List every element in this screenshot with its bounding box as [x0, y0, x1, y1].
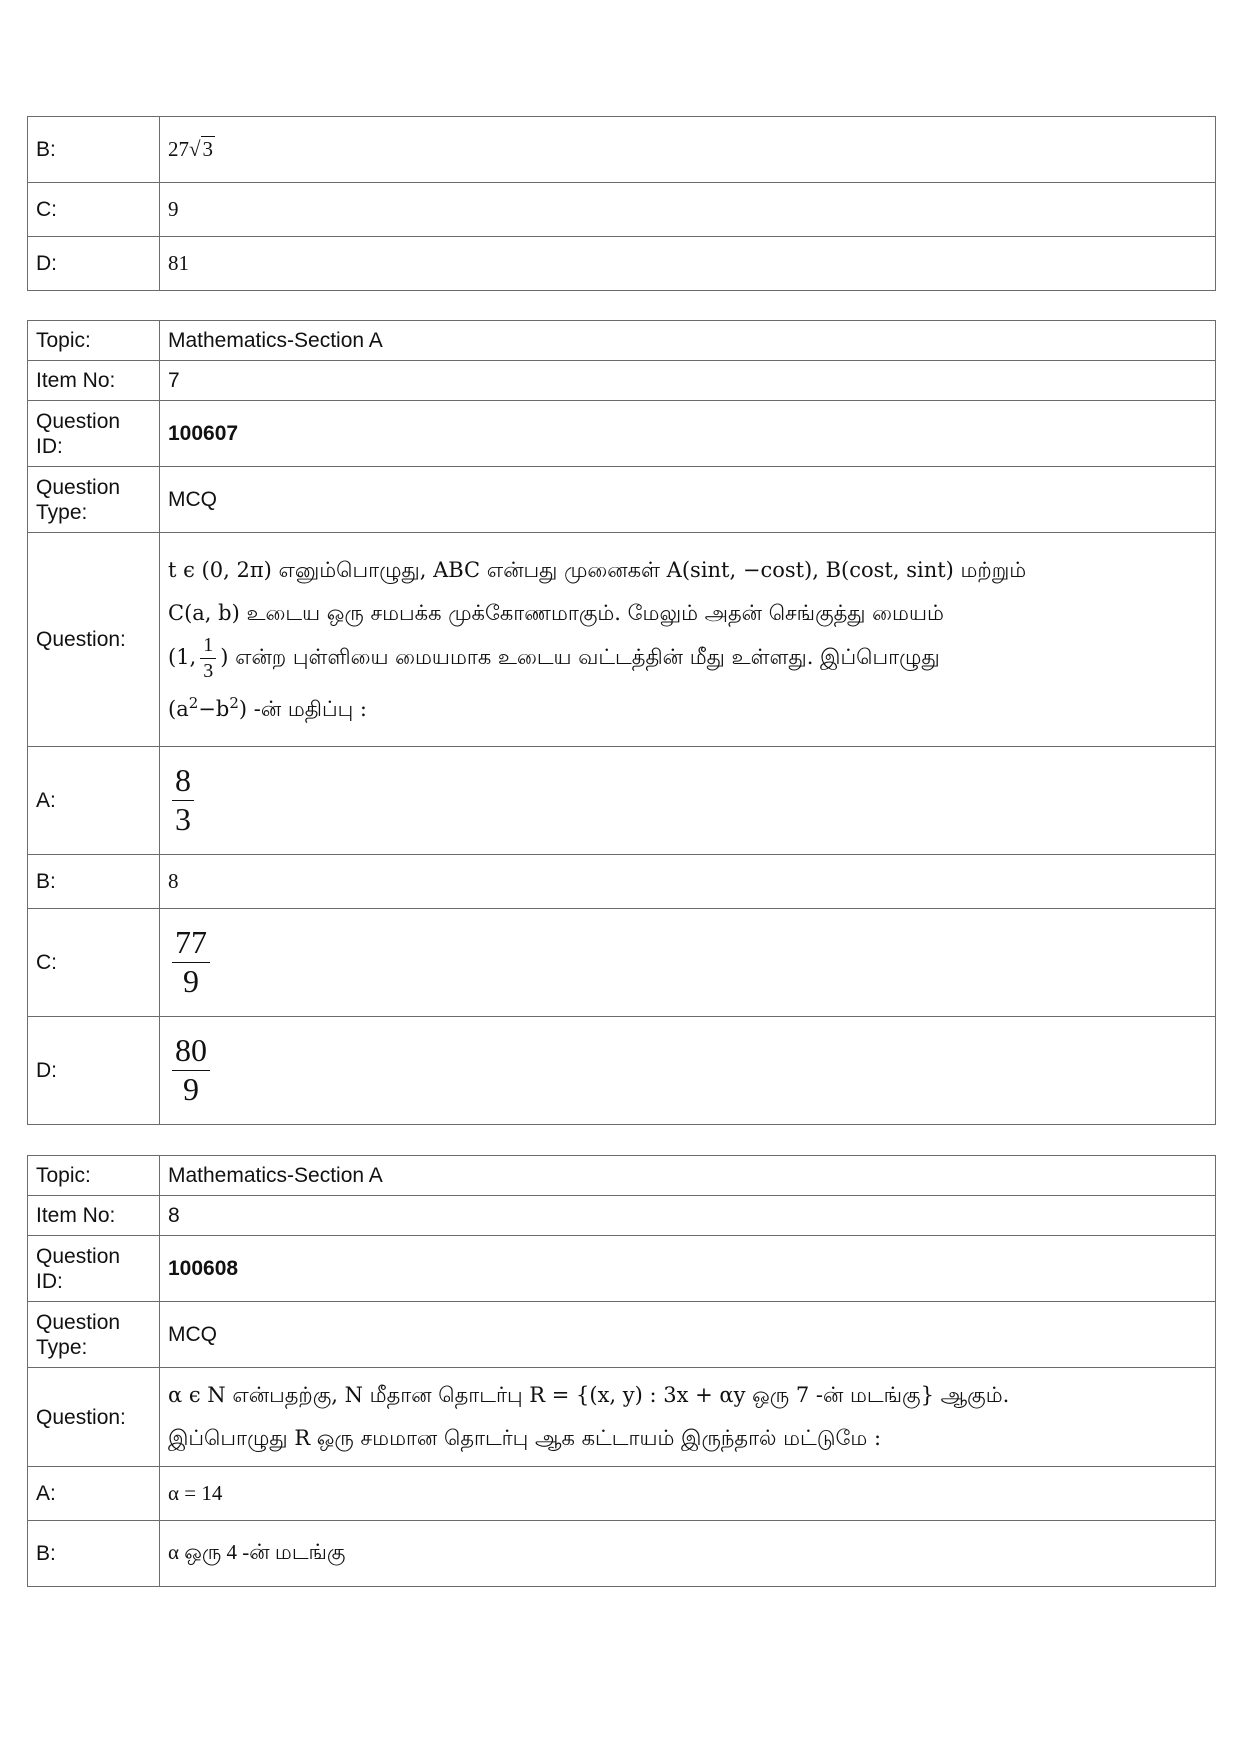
question-line: இப்பொழுது R ஒரு சமமான தொடர்பு ஆக கட்டாயம் இருந்தால் மட்டுமே :: [168, 1426, 882, 1450]
item-no-value: 8: [160, 1196, 1216, 1236]
option-row-b: [28, 855, 1216, 909]
question-line: C(a, b) உடைய ஒரு சமபக்க முக்கோணமாகும். மேலும் அதன் செங்குத்து மையம்: [168, 600, 944, 625]
question-6-options-table: [27, 116, 1216, 291]
option-value: [160, 1017, 1216, 1125]
question-row: [28, 1368, 1216, 1467]
question-8-table: [27, 1155, 1216, 1587]
fraction: $\frac{80}{9}$: [172, 1034, 210, 1106]
item-no-row: [28, 1196, 1216, 1236]
question-type-value: MCQ: [160, 467, 1216, 533]
option-value: [160, 909, 1216, 1017]
option-label: B:: [28, 117, 160, 183]
item-no-label: Item No:: [28, 361, 160, 401]
topic-row: [28, 321, 1216, 361]
topic-value: Mathematics-Section A: [160, 321, 1216, 361]
question-type-label: Question Type:: [28, 467, 160, 533]
question-7-table: [27, 320, 1216, 1125]
topic-row: [28, 1156, 1216, 1196]
option-row-c: [28, 183, 1216, 237]
fraction: $\frac{77}{9}$: [172, 926, 210, 998]
question-line: (1, $\frac{1}{3}$ ) என்ற புள்ளியை மையமாக உடைய வட்டத்தின் மீது உள்ளது. இப்பொழுது: [168, 633, 940, 682]
question-id-label: Question ID:: [28, 401, 160, 467]
option-row-d: [28, 237, 1216, 291]
question-line: t ϵ (0, 2π) எனும்பொழுது, ABC என்பது முனைகள் A(sint, −cost), B(cost, sint) மற்றும்: [168, 557, 1027, 582]
item-no-value: 7: [160, 361, 1216, 401]
question-line: α ϵ N என்பதற்கு, N மீதான தொடர்பு R = {(x, y) : 3x + αy ஒரு 7 -ன் மடங்கு} ஆகும்.: [168, 1383, 1010, 1407]
item-no-label: Item No:: [28, 1196, 160, 1236]
option-label: A:: [28, 1467, 160, 1521]
question-text: [160, 533, 1216, 747]
question-id-row: [28, 401, 1216, 467]
option-label: C:: [28, 183, 160, 237]
question-label: Question:: [28, 533, 160, 747]
question-text: [160, 1368, 1216, 1467]
fraction: $\frac{1}{3}$: [200, 635, 216, 682]
option-row-b: [28, 1521, 1216, 1587]
topic-label: Topic:: [28, 1156, 160, 1196]
option-label: C:: [28, 909, 160, 1017]
question-line: $(a^2-b^2)$ -ன் மதிப்பு :: [168, 693, 367, 721]
question-id-row: [28, 1236, 1216, 1302]
question-type-value: MCQ: [160, 1302, 1216, 1368]
question-type-row: [28, 467, 1216, 533]
option-row-c: [28, 909, 1216, 1017]
option-value: α ஒரு 4 -ன் மடங்கு: [160, 1521, 1216, 1587]
option-label: B:: [28, 1521, 160, 1587]
option-row-d: [28, 1017, 1216, 1125]
question-type-row: [28, 1302, 1216, 1368]
question-label: Question:: [28, 1368, 160, 1467]
fraction: $\frac{8}{3}$: [172, 764, 194, 836]
question-id-value: 100607: [160, 401, 1216, 467]
option-row-a: [28, 747, 1216, 855]
option-label: A:: [28, 747, 160, 855]
question-id-label: Question ID:: [28, 1236, 160, 1302]
option-value: 8: [160, 855, 1216, 909]
item-no-row: [28, 361, 1216, 401]
option-value: α = 14: [160, 1467, 1216, 1521]
option-label: D:: [28, 237, 160, 291]
option-value: 27√3: [160, 117, 1216, 183]
option-value: 9: [160, 183, 1216, 237]
topic-label: Topic:: [28, 321, 160, 361]
option-value: 81: [160, 237, 1216, 291]
question-type-label: Question Type:: [28, 1302, 160, 1368]
option-label: D:: [28, 1017, 160, 1125]
question-id-value: 100608: [160, 1236, 1216, 1302]
topic-value: Mathematics-Section A: [160, 1156, 1216, 1196]
option-row-a: [28, 1467, 1216, 1521]
question-row: [28, 533, 1216, 747]
option-label: B:: [28, 855, 160, 909]
option-value: [160, 747, 1216, 855]
option-row-b: [28, 117, 1216, 183]
